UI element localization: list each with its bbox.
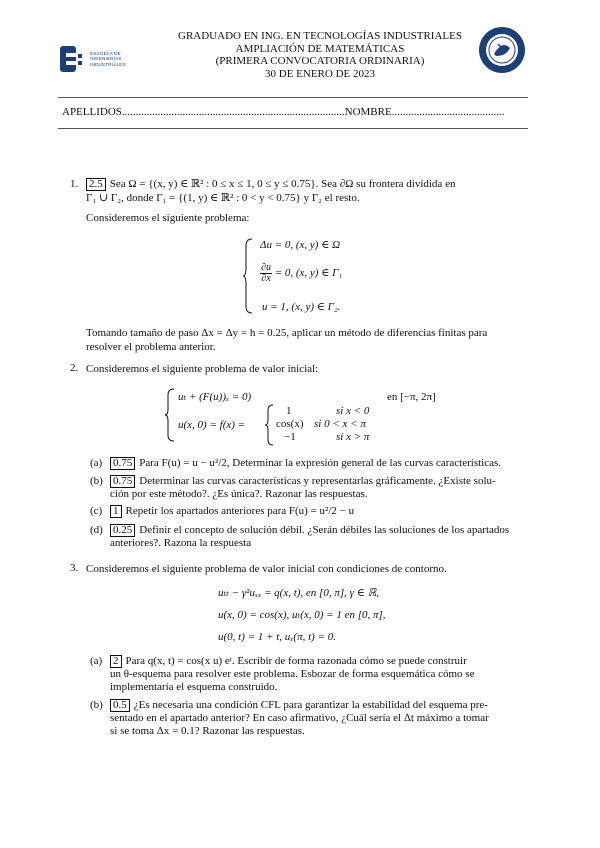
q2a-points: 0.75 [110, 457, 135, 470]
header-rule-top [58, 97, 528, 98]
q2-item-b: (b) 0.75 Determinar las curvas características y representarlas gráficamente. ¿Existe solu- ción por este método?. ¿Es única?. Razonar las respuestas. [90, 475, 496, 501]
surname-label: APELLIDOS [62, 106, 122, 118]
q3b-points: 0.5 [110, 699, 130, 712]
q2b-points: 0.75 [110, 475, 135, 488]
q3-number: 3. [70, 562, 79, 574]
q3-item-b: (b) 0.5 ¿Es necesaria una condición CFL para garantizar la estabilidad del esquema pre- sentado en el apartado anterior? En caso afirmativo, ¿Cuál sería el Δt máximo a tomar si se toma Δx = 0.1? Razonar las respuestas. [90, 699, 489, 738]
q3-item-a: (a) 2 Para q(x, t) = cos(x u) eᵗ. Escribir de forma razonada cómo se puede construir un θ-esquema para resolver este problema. Esbozar de forma esquemática cómo se implementaría el esquema construido. [90, 655, 475, 694]
q2c-points: 1 [110, 505, 122, 518]
header-rule-bottom [58, 128, 528, 129]
q2-pde: uₜ + (F(u))ₓ = 0) [178, 391, 252, 403]
school-logo-mark-icon [60, 44, 86, 74]
exam-session: (PRIMERA CONVOCATORIA ORDINARIA) [215, 55, 425, 67]
surname-field[interactable]: ................................................................................. [121, 106, 345, 118]
q3-intro: Consideremos el siguiente problema de valor inicial con condiciones de contorno. [86, 563, 447, 575]
q3-eq-initial: u(x, 0) = cos(x), uₜ(x, 0) = 1 en [0, π], [218, 609, 386, 621]
school-logo-text: ESCUELA DE INGENIERÍAS INDUSTRIALES [90, 51, 126, 67]
q2-number: 2. [70, 362, 79, 374]
q2-item-a: (a) 0.75 Para F(u) = u − u²/2, Determinar la expresión general de las curvas características. [90, 457, 502, 469]
exam-header [150, 30, 490, 80]
q1-task: Tomando tamaño de paso Δx = Δy = h = 0.25, aplicar un método de diferencias finitas para resolver el problema anterior. [86, 327, 488, 353]
q1-eq-laplace: Δu = 0, (x, y) ∈ Ω [260, 239, 341, 251]
q2-initial-condition: u(x, 0) = f(x) = [178, 419, 246, 431]
exam-date: 30 DE ENERO DE 2023 [265, 67, 375, 80]
q2-piecewise-brace [264, 404, 274, 446]
q1-eq-neumann: $\frac{\partial u}{\partial x}$ = 0, (x, y) ∈ Γ₁ [261, 262, 343, 284]
q1-consider: Consideremos el siguiente problema: [86, 212, 250, 224]
q1-statement: 2.5 Sea Ω = {(x, y) ∈ ℝ² : 0 ≤ x ≤ 1, 0 ≤ y ≤ 0.75}. Sea ∂Ω su frontera dividida en Γ₁ ∪ Γ₂, donde Γ₁ = {(1, y) ∈ ℝ² : 0 < y < 0.75} y Γ₂ el resto. [86, 178, 456, 204]
q1-system-brace [242, 238, 254, 314]
name-label: NOMBRE [344, 106, 392, 118]
q2d-points: 0.25 [110, 524, 135, 537]
university-seal-icon [478, 26, 526, 74]
q1-points: 2.5 [86, 178, 106, 191]
q1-eq-dirichlet: u = 1, (x, y) ∈ Γ₂. [262, 301, 341, 313]
q2-system-brace [164, 388, 176, 442]
q2-item-d: (d) 0.25 Definir el concepto de solución débil. ¿Serán débiles las soluciones de los apartados anteriores?. Razona la respuesta [90, 524, 510, 550]
name-field[interactable]: ......................................... [391, 106, 505, 118]
q2-item-c: (c) 1 Repetir los apartados anteriores para F(u) = u²/2 − u [90, 505, 355, 517]
student-info-line [62, 106, 504, 118]
q1-number: 1. [70, 178, 79, 190]
school-logo [60, 44, 145, 76]
q3-eq-wave: uₜₜ − γ²uₓₓ = q(x, t), en [0, π], γ ∈ ℝ, [218, 587, 380, 599]
degree-title: GRADUADO EN ING. EN TECNOLOGÍAS INDUSTRIALES [178, 30, 462, 42]
q3a-points: 2 [110, 655, 122, 668]
q3-eq-boundary: u(0, t) = 1 + t, uₓ(π, t) = 0. [218, 631, 336, 643]
q2-domain: en [−π, 2π] [387, 391, 436, 403]
course-title: AMPLIACIÓN DE MATEMÁTICAS [235, 42, 405, 55]
q2-intro: Consideremos el siguiente problema de valor inicial: [86, 363, 319, 375]
